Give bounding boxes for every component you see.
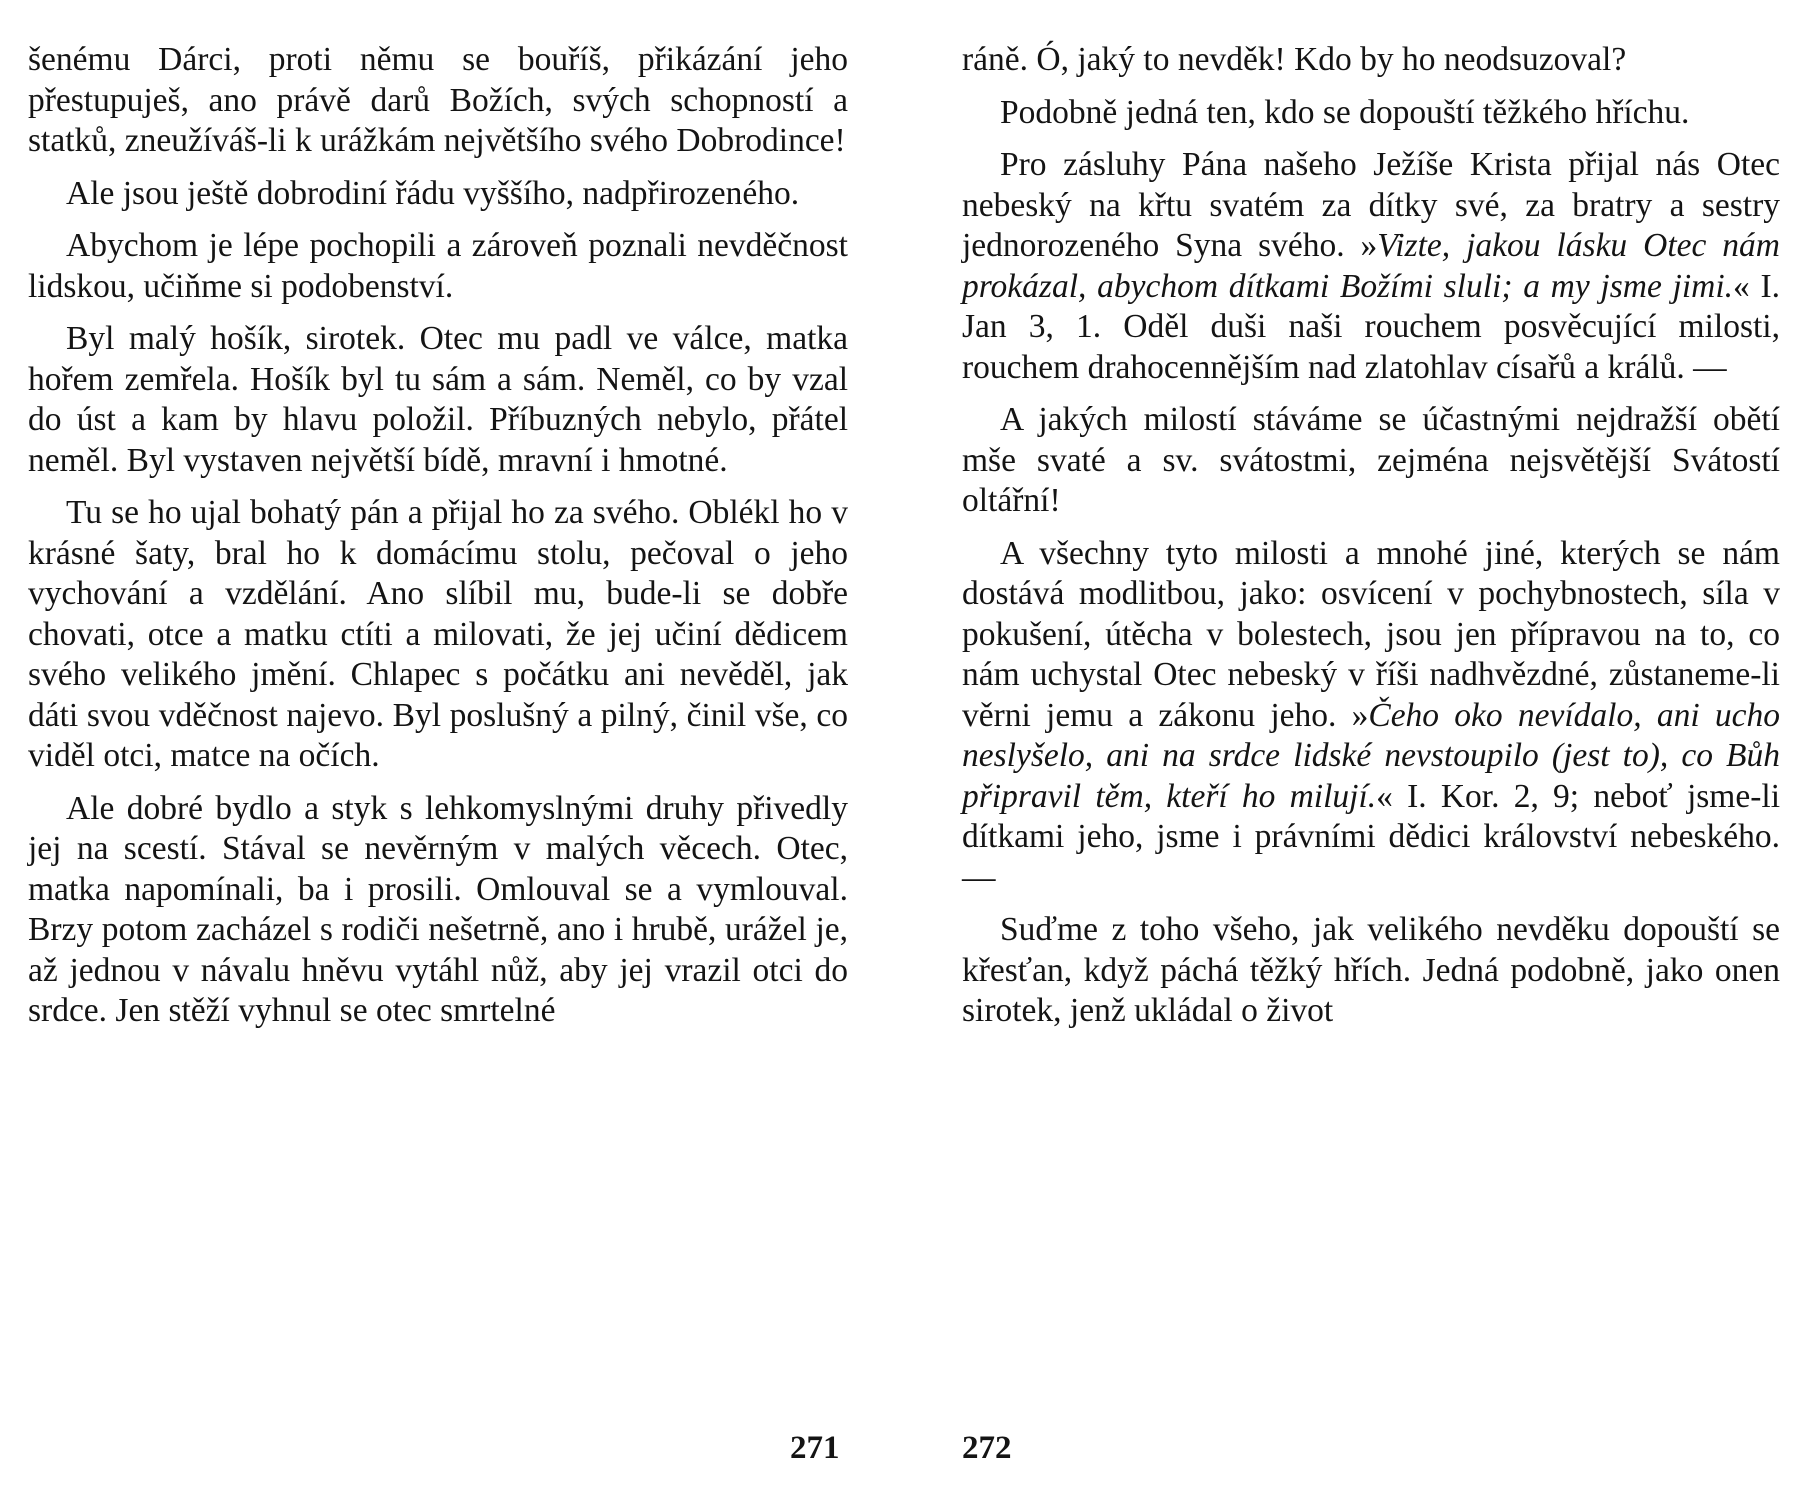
paragraph: Suďme z toho všeho, jak velikého nevděku dopouští se křesťan, když páchá těžký hřích. Jedná podobně, jako onen sirotek, jenž ukládal o život [962, 911, 1780, 1029]
paragraph [962, 534, 1780, 899]
text-run: Pro zásluhy Pána našeho Ježíše Krista přijal nás Otec nebeský na křtu svatém za dítky své, za bratry a sestry jednorozeného Syna svého. » [962, 146, 1780, 264]
paragraph: Ale jsou ještě dobrodiní řádu vyššího, nadpřirozeného. [66, 174, 800, 212]
paragraph: Ale dobré bydlo a styk s lehkomyslnými druhy přivedly jej na scestí. Stával se nevěrným v malých věcech. Otec, matka napomínali, ba i prosili. Omlouval se a vymlouval. Brzy potom zacházel s rodiči nešetrně, ano i hrubě, urážel je, až jednou v návalu hněvu vytáhl nůž, aby jej vrazil otci do srdce. Jen stěží vyhnul se otec smrtelné [28, 789, 848, 1029]
text-run: « I. Jan 3, 1. Oděl duši naši rouchem posvěcující milosti, rouchem drahocennějším nad zlatohlav císařů a králů. — [962, 267, 1780, 386]
paragraph: A jakých milostí stáváme se účastnými nejdražší obětí mše svaté a sv. svátostmi, zejména nejsvětější Svátostí oltářní! [962, 401, 1780, 519]
right-page [962, 40, 1780, 1044]
page-number-right: 272 [962, 1430, 1012, 1466]
paragraph [962, 145, 1780, 388]
text-run: « I. Kor. 2, 9; neboť jsme-li dítkami jeho, jsme i právními dědici království nebeského. — [962, 777, 1781, 896]
paragraph: Podobně jedná ten, kdo se dopouští těžkého hříchu. [1000, 93, 1690, 131]
paragraph: šenému Dárci, proti němu se bouříš, přikázání jeho přestupuješ, ano právě darů Božích, svých schopností a statků, zneužíváš-li k urážkám největšího svého Dobrodince! [28, 41, 848, 159]
bible-quote: Čeho oko nevídalo, ani ucho neslyšelo, ani na srdce lidské nevstoupilo (jest to), co Bůh připravil těm, kteří ho milují. [962, 696, 1780, 815]
left-page [28, 40, 848, 1044]
bible-quote: Vizte, jakou lásku Otec nám prokázal, abychom dítkami Božími sluli; a my jsme jimi. [962, 227, 1780, 305]
paragraph: Abychom je lépe pochopili a zároveň poznali nevděčnost lidskou, učiňme si podobenství. [28, 227, 848, 305]
paragraph: ráně. Ó, jaký to nevděk! Kdo by ho neodsuzoval? [962, 41, 1627, 78]
paragraph: Byl malý hošík, sirotek. Otec mu padl ve válce, matka hořem zemřela. Hošík byl tu sám a sám. Neměl, co by vzal do úst a kam by hlavu položil. Příbuzných nebylo, přátel neměl. Byl vystaven největší bídě, mravní i hmotné. [28, 320, 848, 479]
paragraph: Tu se ho ujal bohatý pán a přijal ho za svého. Oblékl ho v krásné šaty, bral ho k domácímu stolu, pečoval o jeho vychování a vzdělání. Ano slíbil mu, bude-li se dobře chovati, otce a matku ctíti a milovati, že jej učiní dědicem svého velikého jmění. Chlapec s počátku ani nevěděl, jak dáti svou vděčnost najevo. Byl poslušný a pilný, činil vše, co viděl otci, matce na očích. [28, 494, 848, 774]
page-number-left: 271 [790, 1430, 840, 1466]
text-run: A všechny tyto milosti a mnohé jiné, kterých se nám dostává modlitbou, jako: osvícení v pochybnostech, síla v pokušení, útěcha v bolestech, jsou jen přípravou na to, co nám uchystal Otec nebeský v říši nadhvězdné, zůstaneme-li věrni jemu a zákonu jeho. » [962, 534, 1780, 734]
